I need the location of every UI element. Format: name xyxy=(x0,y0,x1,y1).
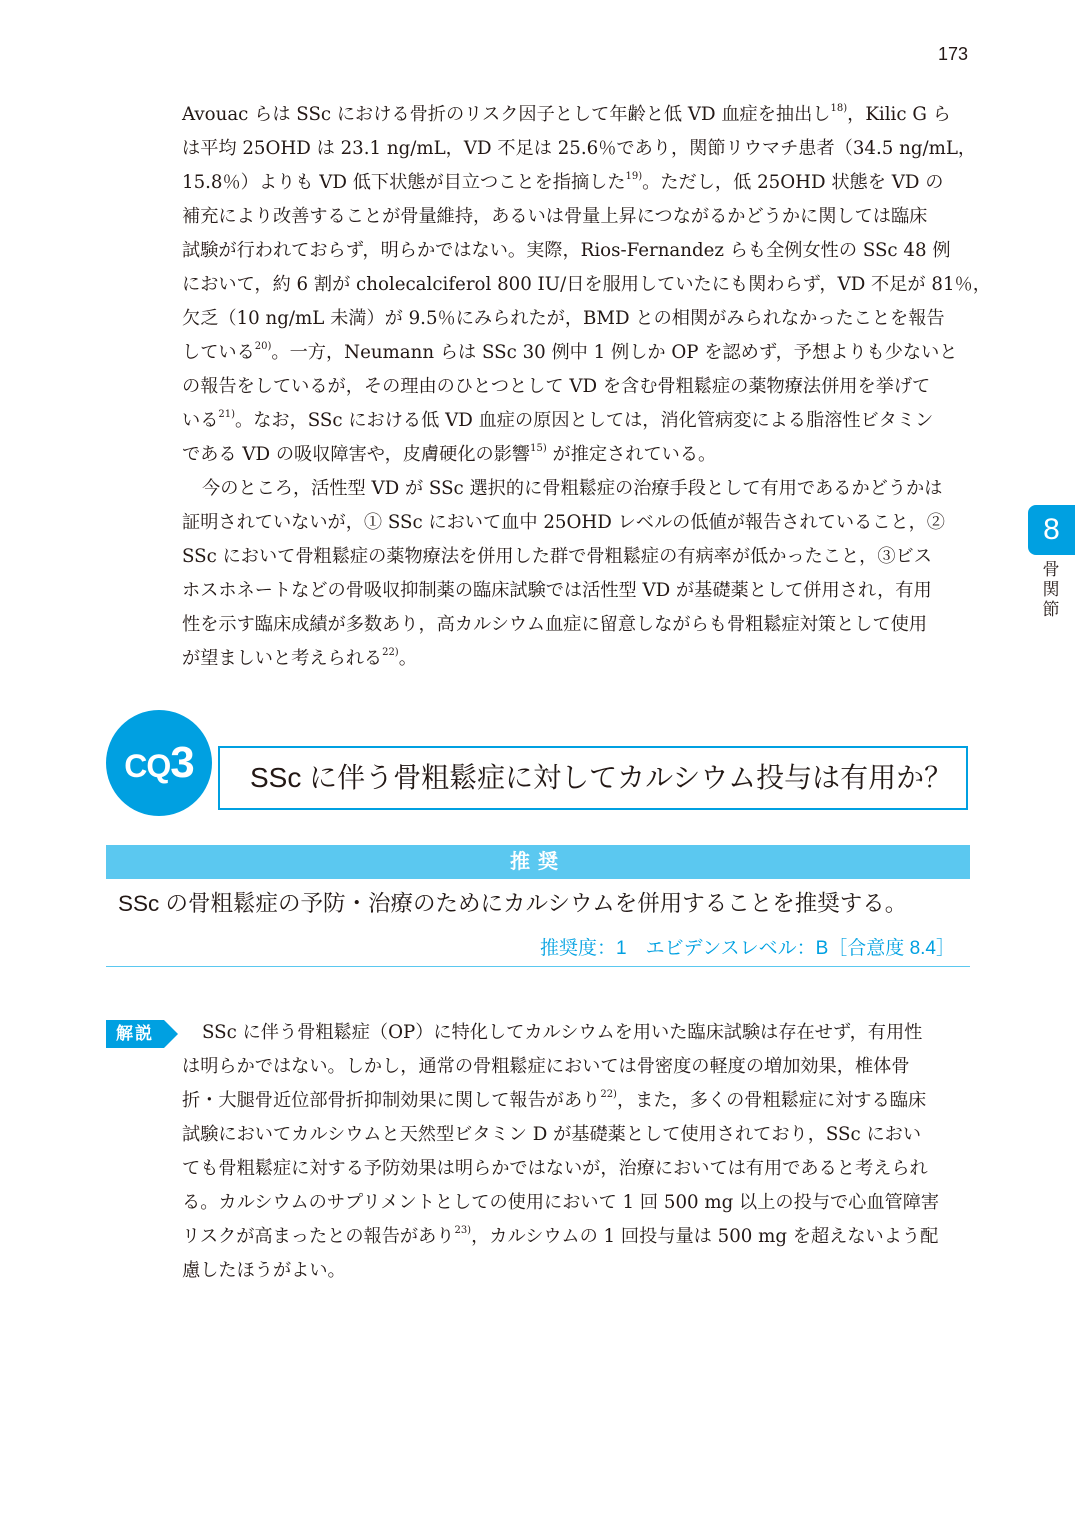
text-line: る。カルシウムのサプリメントとしての使用において 1 回 500 mg 以上の投与で心血管障害 xyxy=(182,1192,940,1213)
text-line: リスクが高まったとの報告があり$^{23)}$，カルシウムの 1 回投与量は 500 mg を超えないよう配 xyxy=(182,1225,939,1247)
text-line: SSc において骨粗鬆症の薬物療法を併用した群で骨粗鬆症の有病率が低かったこと，③ビス xyxy=(182,546,932,567)
cq-label: CQ3 xyxy=(124,738,194,787)
citation: 19) xyxy=(625,171,643,182)
citation: 22) xyxy=(600,1089,617,1100)
text-line: 性を示す臨床成績が多数あり，高カルシウム血症に留意しながらも骨粗鬆症対策として使用 xyxy=(182,614,928,635)
divider xyxy=(106,966,970,967)
text-line: ホスホネートなどの骨吸収抑制薬の臨床試験では活性型 VD が基礎薬として併用され，有用 xyxy=(182,580,932,601)
citation: 21) xyxy=(218,409,236,420)
citation: 15) xyxy=(530,443,547,454)
cq-question-box xyxy=(218,746,968,810)
text-line: の報告をしているが，その理由のひとつとして VD を含む骨粗鬆症の薬物療法併用を挙げて xyxy=(182,376,931,397)
cq-question: SSc に伴う骨粗鬆症に対してカルシウム投与は有用か？ xyxy=(250,762,953,793)
body-paragraph-1 xyxy=(182,98,991,472)
text-line: 欠乏（10 ng/mL 未満）が 9.5％にみられたが，BMD との相関がみられなかったことを報告 xyxy=(182,308,945,329)
text-line: 15.8％）よりも VD 低下状態が目立つことを指摘した$^{19)}$。ただし，低 25OHD 状態を VD の xyxy=(182,171,944,193)
text-line: 補充により改善することが骨量維持，あるいは骨量上昇につながるかどうかに関しては臨床 xyxy=(182,206,928,227)
text-line: SSc に伴う骨粗鬆症（OP）に特化してカルシウムを用いた臨床試験は存在せず，有用性 xyxy=(202,1022,923,1043)
citation: 20) xyxy=(254,341,272,352)
text-line: 試験が行われておらず，明らかではない。実際，Rios-Fernandez らも全例女性の SSc 48 例 xyxy=(182,240,951,261)
text-line: ても骨粗鬆症に対する予防効果は明らかではないが，治療においては有用であると考えられ xyxy=(182,1158,928,1179)
kaisetsu-label: 解説 xyxy=(106,1020,164,1048)
text-line: において，約 6 割が cholecalciferol 800 IU/日を服用していたにも関わらず，VD 不足が 81％， xyxy=(182,274,991,295)
citation: 18) xyxy=(830,103,848,114)
citation: 22) xyxy=(382,647,399,658)
page-number: 173 xyxy=(937,44,968,64)
arrow-icon xyxy=(164,1020,178,1048)
citation: 23) xyxy=(454,1225,472,1236)
text-line: は平均 25OHD は 23.1 ng/mL，VD 不足は 25.6％であり，関節リウマチ患者（34.5 ng/mL， xyxy=(182,138,977,159)
recommendation-text: SSc の骨粗鬆症の予防・治療のためにカルシウムを併用することを推奨する。 xyxy=(118,891,908,916)
text-line: いる$^{21)}$。なお，SSc における低 VD 血症の原因としては，消化管病変による脂溶性ビタミン xyxy=(182,409,934,431)
chapter-tab: 8 xyxy=(1028,505,1075,555)
text-line: は明らかではない。しかし，通常の骨粗鬆症においては骨密度の軽度の増加効果，椎体骨 xyxy=(182,1056,910,1077)
text-line: Avouac らは SSc における骨折のリスク因子として年齢と低 VD 血症を抽出し$^{18)}$，Kilic G ら xyxy=(182,103,951,125)
body-paragraph-2 xyxy=(182,472,970,676)
kaisetsu-paragraph xyxy=(182,1016,970,1288)
text-line: が望ましいと考えられる$^{22)}$。 xyxy=(182,647,417,669)
text-line: 慮したほうがよい。 xyxy=(182,1260,346,1281)
text-line: 試験においてカルシウムと天然型ビタミン D が基礎薬として使用されており，SSc におい xyxy=(182,1124,922,1145)
text-line: 証明されていないが，① SSc において血中 25OHD レベルの低値が報告されていること，② xyxy=(182,512,945,533)
text-line: 今のところ，活性型 VD が SSc 選択的に骨粗鬆症の治療手段として有用であるかどうかは xyxy=(202,478,943,499)
recommendation-header: 推奨 xyxy=(106,845,970,879)
text-line: している$^{20)}$。一方，Neumann らは SSc 30 例中 1 例しか OP を認めず，予想よりも少ないと xyxy=(182,341,958,363)
chapter-label: 骨 関 節 xyxy=(1042,560,1060,619)
recommendation-grade: 推奨度：1 エビデンスレベル：B［合意度 8.4］ xyxy=(540,938,955,959)
kaisetsu-badge xyxy=(106,1020,178,1048)
text-line: である VD の吸収障害や，皮膚硬化の影響$^{15)}$ が推定されている。 xyxy=(182,443,717,465)
text-line: 折・大腿骨近位部骨折抑制効果に関して報告があり$^{22)}$，また，多くの骨粗鬆症に対する臨床 xyxy=(182,1089,927,1111)
